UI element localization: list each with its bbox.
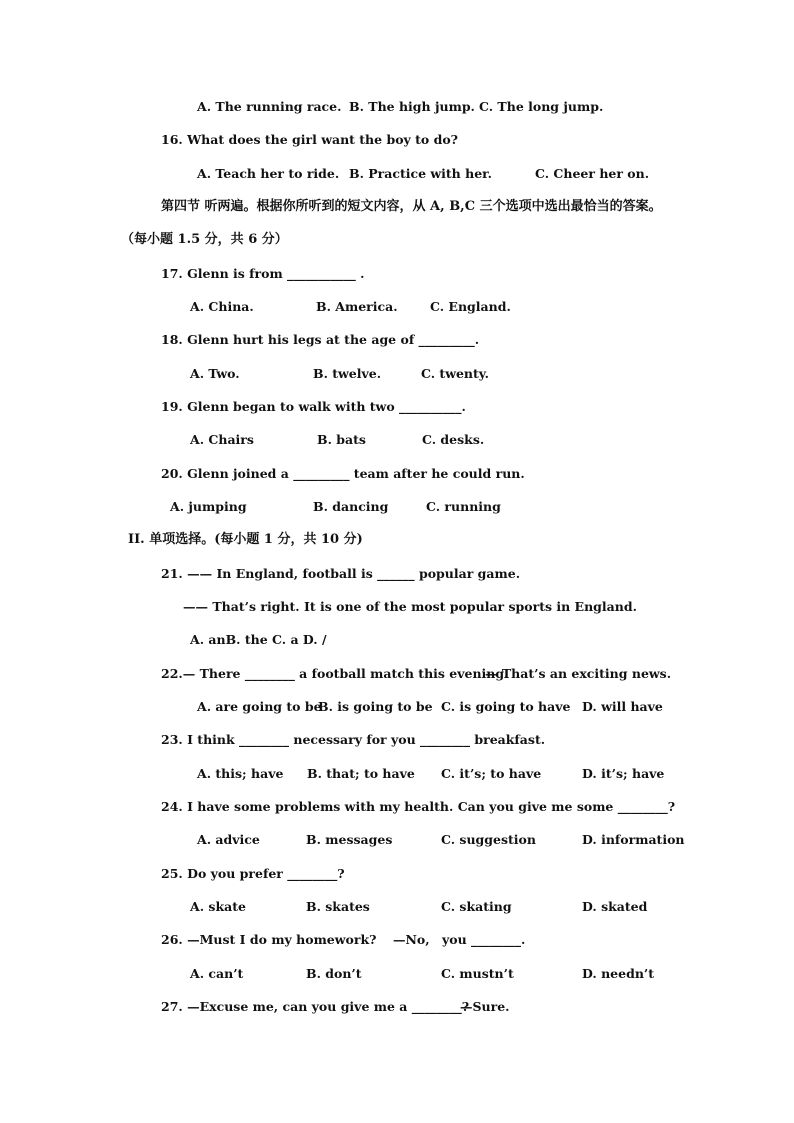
q23-options [0,766,794,782]
q15-options [0,99,794,115]
option-c[interactable]: C. running [426,499,501,514]
question-18: 18. Glenn hurt his legs at the age of _________. [161,332,480,347]
q25-options [0,899,794,915]
option-a[interactable]: A. are going to be [197,699,322,714]
option-b[interactable]: B. dancing [313,499,389,514]
option-c[interactable]: C. England. [430,299,511,314]
option-d[interactable]: D. will have [582,699,663,714]
option-a[interactable]: A. Two. [190,366,240,381]
question-26-blank: you ________. [442,932,526,947]
q22-options [0,699,794,715]
option-b[interactable]: B. don’t [306,966,362,981]
option-b[interactable]: B. The high jump. [349,99,475,114]
option-b[interactable]: B. Practice with her. [349,166,492,181]
question-27-reply: —Sure. [460,999,510,1014]
option-c[interactable]: C. is going to have [441,699,571,714]
option-c[interactable]: C. it’s; to have [441,766,542,781]
question-21: 21. —— In England, football is ______ popular game. [161,566,521,581]
question-23: 23. I think ________ necessary for you ________ breakfast. [161,732,546,747]
option-a[interactable]: A. this; have [197,766,284,781]
option-c[interactable]: C. Cheer her on. [535,166,650,181]
option-c[interactable]: C. twenty. [421,366,489,381]
question-22-prompt: 22.— There ________ a football match this evening. [161,666,509,681]
question-26 [0,932,794,948]
option-c[interactable]: C. desks. [422,432,485,447]
option-b[interactable]: B. skates [306,899,370,914]
question-17: 17. Glenn is from ___________ . [161,266,365,281]
option-c[interactable]: C. skating [441,899,512,914]
option-a[interactable]: A. jumping [170,499,247,514]
option-d[interactable]: D. skated [582,899,648,914]
question-26-prompt: 26. —Must I do my homework? [161,932,377,947]
option-c[interactable]: C. The long jump. [479,99,604,114]
section-2-heading: II. 单项选择。(每小题 1 分，共 10 分) [128,532,363,547]
option-a[interactable]: A. The running race. [197,99,342,114]
option-a[interactable]: A. Chairs [190,432,254,447]
question-25: 25. Do you prefer ________? [161,866,345,881]
section-4-scoring: （每小题 1.5 分，共 6 分） [121,232,288,247]
option-c[interactable]: C. suggestion [441,832,536,847]
option-b[interactable]: B. America. [316,299,398,314]
q16-options [0,166,794,182]
option-b[interactable]: B. twelve. [313,366,382,381]
section-4-heading: 第四节 听两遍。根据你所听到的短文内容，从 A, B,C 三个选项中选出最恰当的答案。 [161,199,662,214]
q17-options [0,299,794,315]
option-a[interactable]: A. China. [190,299,254,314]
option-d[interactable]: D. it’s; have [582,766,665,781]
q20-options [0,499,794,515]
q26-options [0,966,794,982]
q18-options [0,366,794,382]
question-22 [0,666,794,682]
option-b[interactable]: B. bats [317,432,366,447]
q21-options: A. anB. the C. a D. / [190,632,327,647]
option-c[interactable]: C. mustn’t [441,966,514,981]
question-19: 19. Glenn began to walk with two __________. [161,399,466,414]
option-a[interactable]: A. Teach her to ride. [197,166,340,181]
option-b[interactable]: B. is going to be [318,699,433,714]
option-a[interactable]: A. can’t [190,966,244,981]
option-b[interactable]: B. that; to have [307,766,415,781]
question-20: 20. Glenn joined a _________ team after he could run. [161,466,525,481]
option-d[interactable]: D. information [582,832,685,847]
question-27 [0,999,794,1015]
question-27-prompt: 27. —Excuse me, can you give me a ________? [161,999,470,1014]
option-b[interactable]: B. messages [306,832,393,847]
question-21-reply: —— That’s right. It is one of the most popular sports in England. [183,599,637,614]
question-26-reply: —No, [393,932,430,947]
question-22-reply: — That’s an exciting news. [485,666,672,681]
question-16: 16. What does the girl want the boy to do? [161,132,459,147]
q19-options [0,432,794,448]
option-a[interactable]: A. skate [190,899,246,914]
option-d[interactable]: D. needn’t [582,966,655,981]
q24-options [0,832,794,848]
option-a[interactable]: A. advice [197,832,260,847]
question-24: 24. I have some problems with my health. Can you give me some ________? [161,799,676,814]
